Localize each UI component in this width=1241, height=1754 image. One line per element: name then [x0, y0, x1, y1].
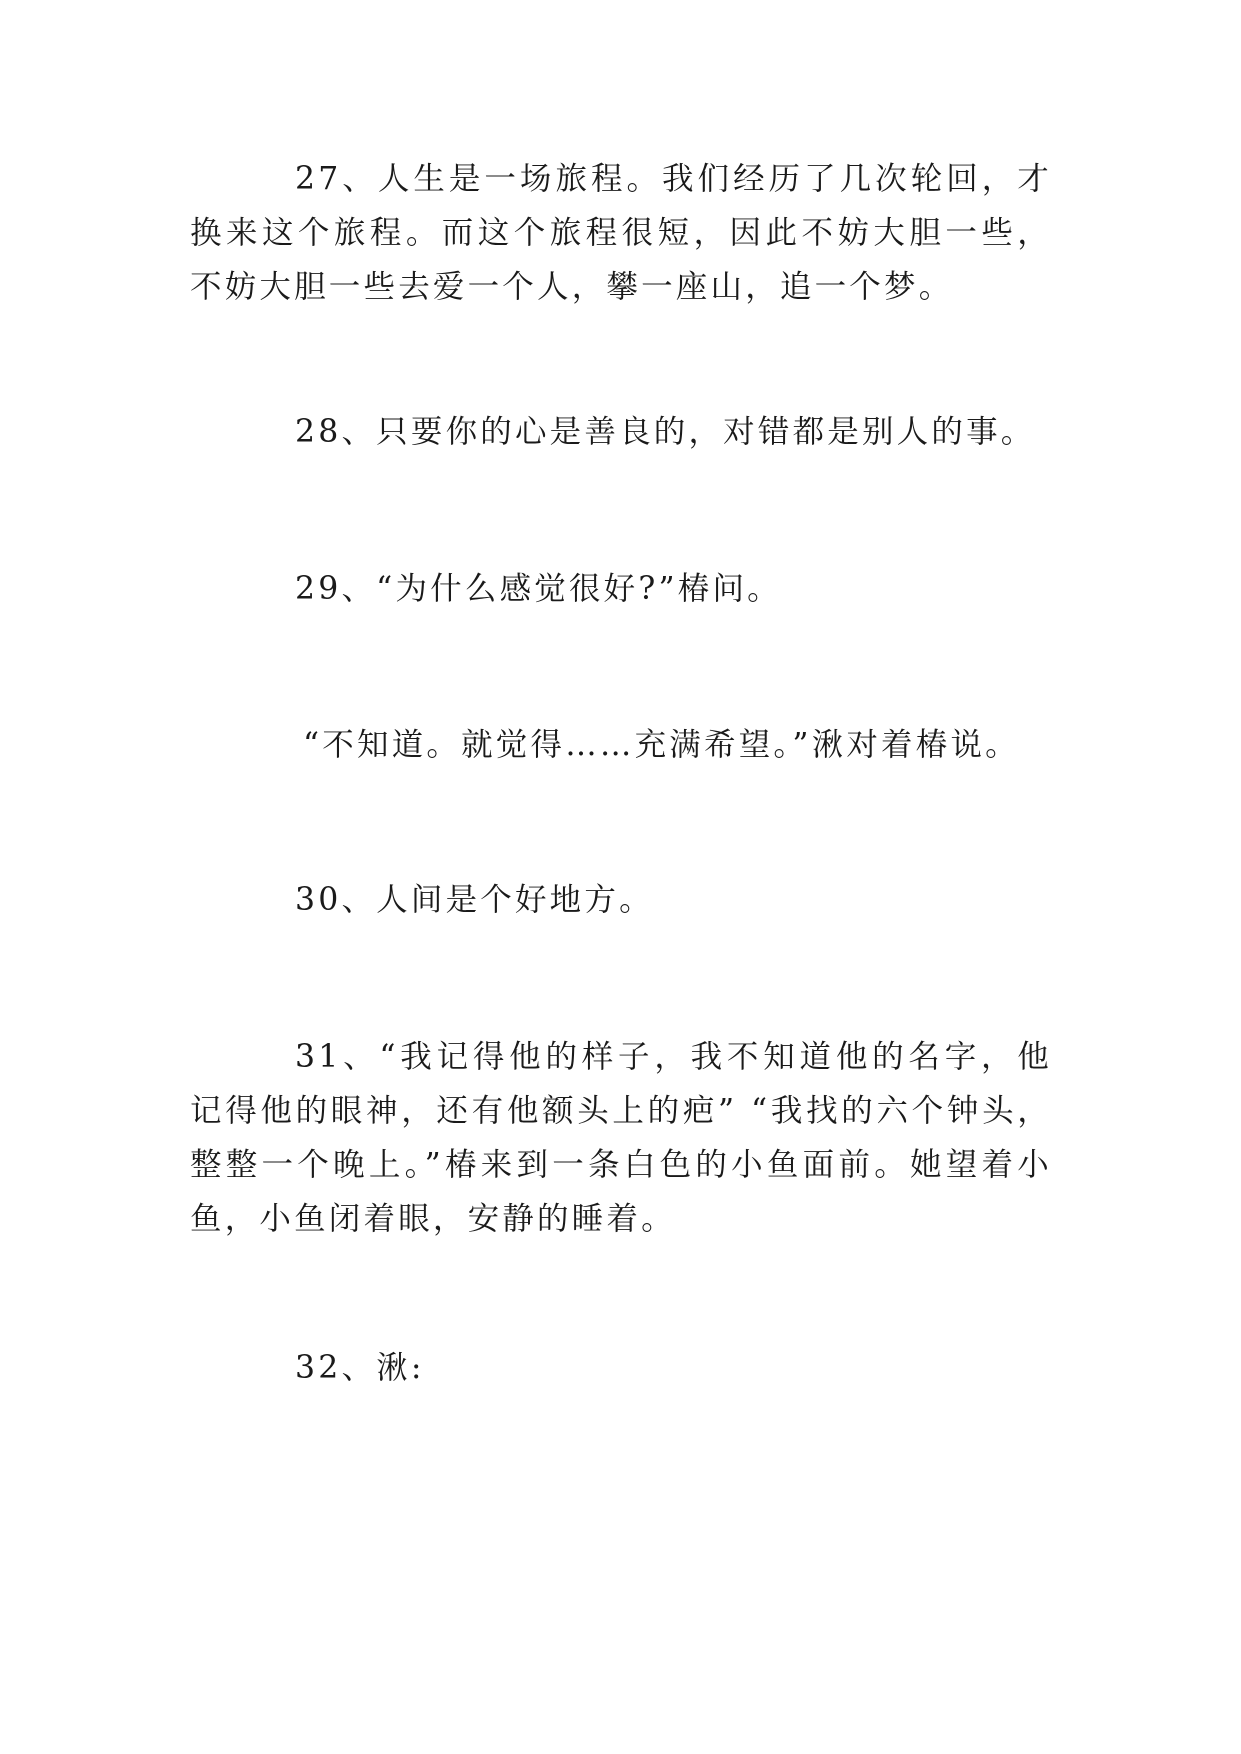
- paragraph-28: 28、只要你的心是善良的，对错都是别人的事。: [295, 414, 1036, 450]
- paragraph-30: 30、人间是个好地方。: [295, 882, 654, 918]
- paragraph-29: 29、“为什么感觉很好?”椿问。: [295, 571, 782, 607]
- paragraph-27: 27、人生是一场旅程。我们经历了几次轮回，才换来这个旅程。而这个旅程很短，因此不妨大胆一些，不妨大胆一些去爱一个人，攀一座山，追一个梦。: [190, 161, 1052, 305]
- paragraph-31: 31、“我记得他的样子，我不知道他的名字，他记得他的眼神，还有他额头上的疤” “我找的六个钟头，整整一个晚上。”椿来到一条白色的小鱼面前。她望着小鱼，小鱼闭着眼，安静的睡着。: [190, 1039, 1052, 1237]
- paragraph-29-reply: “不知道。就觉得……充满希望。”湫对着椿说。: [303, 727, 1020, 763]
- paragraph-32: 32、湫:: [295, 1350, 425, 1386]
